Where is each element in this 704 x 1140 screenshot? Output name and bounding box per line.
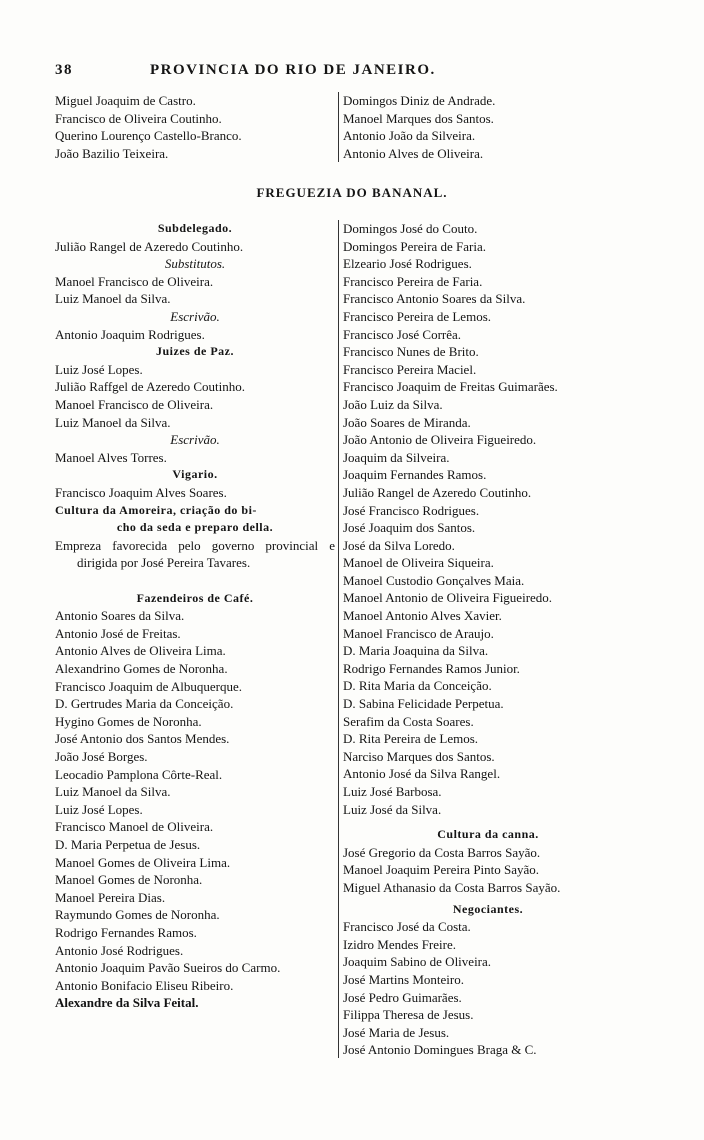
list-item: José Antonio Domingues Braga & C.: [343, 1042, 537, 1058]
list-item: José Francisco Rodrigues.: [343, 502, 480, 518]
list-item: Leocadio Pamplona Côrte-Real.: [55, 766, 223, 782]
list-item: José Antonio dos Santos Mendes.: [55, 731, 230, 747]
list-item: Francisco Pereira de Faria.: [343, 273, 483, 289]
list-item: Manoel Francisco de Oliveira.: [55, 396, 214, 412]
list-item: Manoel Pereira Dias.: [55, 889, 166, 905]
list-item: Julião Raffgel de Azeredo Coutinho.: [55, 379, 246, 395]
list-item: Manoel de Oliveira Siqueira.: [343, 555, 494, 571]
column-divider: [338, 220, 339, 1058]
cultura-amoreira-text: Empreza favorecida pelo governo provincial e dirigida por José Pereira Tavares.: [55, 537, 335, 571]
list-item: Domingos Pereira de Faria.: [343, 238, 486, 254]
top-left-list: [55, 92, 335, 162]
list-item: Julião Rangel de Azeredo Coutinho.: [343, 484, 532, 500]
cultura-amoreira-heading-1: Cultura da Amoreira, criação do bi-: [55, 502, 257, 517]
list-item: Alexandre da Silva Feital.: [55, 995, 199, 1011]
list-item: Raymundo Gomes de Noronha.: [55, 907, 220, 923]
list-item: Manoel Antonio Alves Xavier.: [343, 608, 502, 624]
list-item: Manoel Antonio de Oliveira Figueiredo.: [343, 590, 553, 606]
list-item: Francisco Manoel de Oliveira.: [55, 819, 214, 835]
list-item: Antonio Alves de Oliveira.: [343, 145, 484, 161]
list-item: Luiz Manoel da Silva.: [55, 291, 171, 307]
list-item: Luiz José Lopes.: [55, 361, 143, 377]
list-item: Manoel Gomes de Oliveira Lima.: [55, 854, 231, 870]
list-item: Manoel Gomes de Noronha.: [55, 872, 203, 888]
list-item: Hygino Gomes de Noronha.: [55, 713, 202, 729]
list-item: D. Maria Joaquina da Silva.: [343, 643, 489, 659]
list-item: Rodrigo Fernandes Ramos Junior.: [343, 660, 520, 676]
list-item: Antonio Soares da Silva.: [55, 608, 185, 624]
section-title: FREGUEZIA DO BANANAL.: [256, 185, 448, 200]
list-item: Luiz Manoel da Silva.: [55, 414, 171, 430]
list-item: Antonio Alves de Oliveira Lima.: [55, 643, 226, 659]
list-item: Manoel Francisco de Oliveira.: [55, 273, 214, 289]
list-item: Antonio José de Freitas.: [55, 625, 181, 641]
negociantes-heading: Negociantes.: [452, 901, 524, 916]
list-item: Domingos José do Couto.: [343, 221, 478, 236]
list-item: Antonio Bonifacio Eliseu Ribeiro.: [55, 977, 234, 993]
list-item: Joaquim da Silveira.: [343, 449, 450, 465]
list-item: Filippa Theresa de Jesus.: [343, 1007, 474, 1023]
list-item: Julião Rangel de Azeredo Coutinho.: [55, 238, 244, 254]
list-item: Francisco Joaquim de Albuquerque.: [55, 678, 243, 694]
list-item: Luiz José Barbosa.: [343, 784, 442, 799]
page-number: 38: [55, 62, 73, 78]
escrivao-heading: Escrivão.: [170, 432, 220, 448]
list-item: Izidro Mendes Freire.: [343, 936, 456, 952]
list-item: Narciso Marques dos Santos.: [343, 748, 495, 764]
list-item: Joaquim Sabino de Oliveira.: [343, 954, 492, 970]
list-item: José Martins Monteiro.: [343, 971, 464, 987]
list-item: Manoel Joaquim Pereira Pinto Sayão.: [343, 862, 540, 878]
list-item: Serafim da Costa Soares.: [343, 713, 474, 729]
list-item: Francisco Pereira Maciel.: [343, 361, 477, 377]
list-item: Antonio Joaquim Pavão Sueiros do Carmo.: [55, 960, 281, 976]
list-item: D. Rita Maria da Conceição.: [343, 678, 492, 694]
list-item: Rodrigo Fernandes Ramos.: [55, 924, 197, 940]
list-item: Domingos Diniz de Andrade.: [343, 93, 496, 108]
escrivao-heading: Escrivão.: [170, 308, 220, 324]
list-item: Antonio Joaquim Rodrigues.: [55, 326, 205, 342]
list-item: Antonio José Rodrigues.: [55, 942, 184, 958]
list-item: Francisco Antonio Soares da Silva.: [343, 291, 526, 307]
fazendeiros-heading: Fazendeiros de Café.: [136, 590, 254, 605]
list-item: Manoel Custodio Gonçalves Maia.: [343, 572, 525, 588]
subdelegado-heading: Subdelegado.: [157, 221, 233, 235]
list-item: Antonio José da Silva Rangel.: [343, 766, 501, 782]
list-item: Antonio João da Silveira.: [343, 128, 476, 144]
list-item: Francisco Pereira de Lemos.: [343, 308, 492, 324]
cultura-amoreira-heading-2: cho da seda e preparo della.: [116, 520, 274, 535]
left-column: [55, 220, 335, 1012]
list-item: José Maria de Jesus.: [343, 1024, 450, 1040]
top-right-list: [343, 92, 633, 162]
list-item: Alexandrino Gomes de Noronha.: [55, 661, 228, 677]
list-item: Manoel Francisco de Araujo.: [343, 625, 494, 641]
list-item: José Pedro Guimarães.: [343, 989, 462, 1005]
list-item: Elzeario José Rodrigues.: [343, 256, 472, 272]
list-item: Francisco de Oliveira Coutinho.: [55, 110, 222, 126]
list-item: José Gregorio da Costa Barros Sayão.: [343, 844, 541, 860]
list-item: Miguel Joaquim de Castro.: [55, 93, 196, 108]
list-item: João José Borges.: [55, 749, 148, 765]
list-item: D. Sabina Felicidade Perpetua.: [343, 696, 504, 712]
column-divider: [338, 92, 339, 162]
list-item: Francisco José Corrêa.: [343, 326, 462, 342]
list-item: Miguel Athanasio da Costa Barros Sayão.: [343, 879, 561, 895]
list-item: João Soares de Miranda.: [343, 414, 471, 430]
list-item: Francisco Joaquim Alves Soares.: [55, 484, 227, 500]
list-item: Francisco Nunes de Brito.: [343, 344, 479, 360]
list-item: D. Rita Pereira de Lemos.: [343, 731, 479, 747]
list-item: Luiz José Lopes.: [55, 801, 143, 817]
list-item: Querino Lourenço Castello-Branco.: [55, 128, 242, 144]
list-item: João Luiz da Silva.: [343, 396, 443, 412]
list-item: Luiz Manoel da Silva.: [55, 784, 171, 800]
vigario-heading: Vigario.: [172, 467, 218, 482]
juizes-heading: Juizes de Paz.: [156, 344, 234, 359]
list-item: Francisco José da Costa.: [343, 919, 471, 935]
right-column: [343, 220, 633, 1059]
list-item: João Antonio de Oliveira Figueiredo.: [343, 432, 537, 448]
list-item: Manoel Alves Torres.: [55, 449, 167, 465]
list-item: D. Maria Perpetua de Jesus.: [55, 837, 201, 852]
page-title: PROVINCIA DO RIO DE JANEIRO.: [150, 62, 436, 78]
list-item: José Joaquim dos Santos.: [343, 520, 476, 536]
list-item: D. Gertrudes Maria da Conceição.: [55, 696, 234, 712]
substitutos-heading: Substitutos.: [164, 256, 226, 272]
list-item: Francisco Joaquim de Freitas Guimarães.: [343, 379, 558, 395]
list-item: Luiz José da Silva.: [343, 801, 442, 817]
list-item: Joaquim Fernandes Ramos.: [343, 467, 487, 483]
list-item: Manoel Marques dos Santos.: [343, 110, 494, 126]
list-item: José da Silva Loredo.: [343, 537, 455, 553]
list-item: João Bazilio Teixeira.: [55, 145, 169, 161]
cultura-canna-heading: Cultura da canna.: [437, 827, 539, 842]
